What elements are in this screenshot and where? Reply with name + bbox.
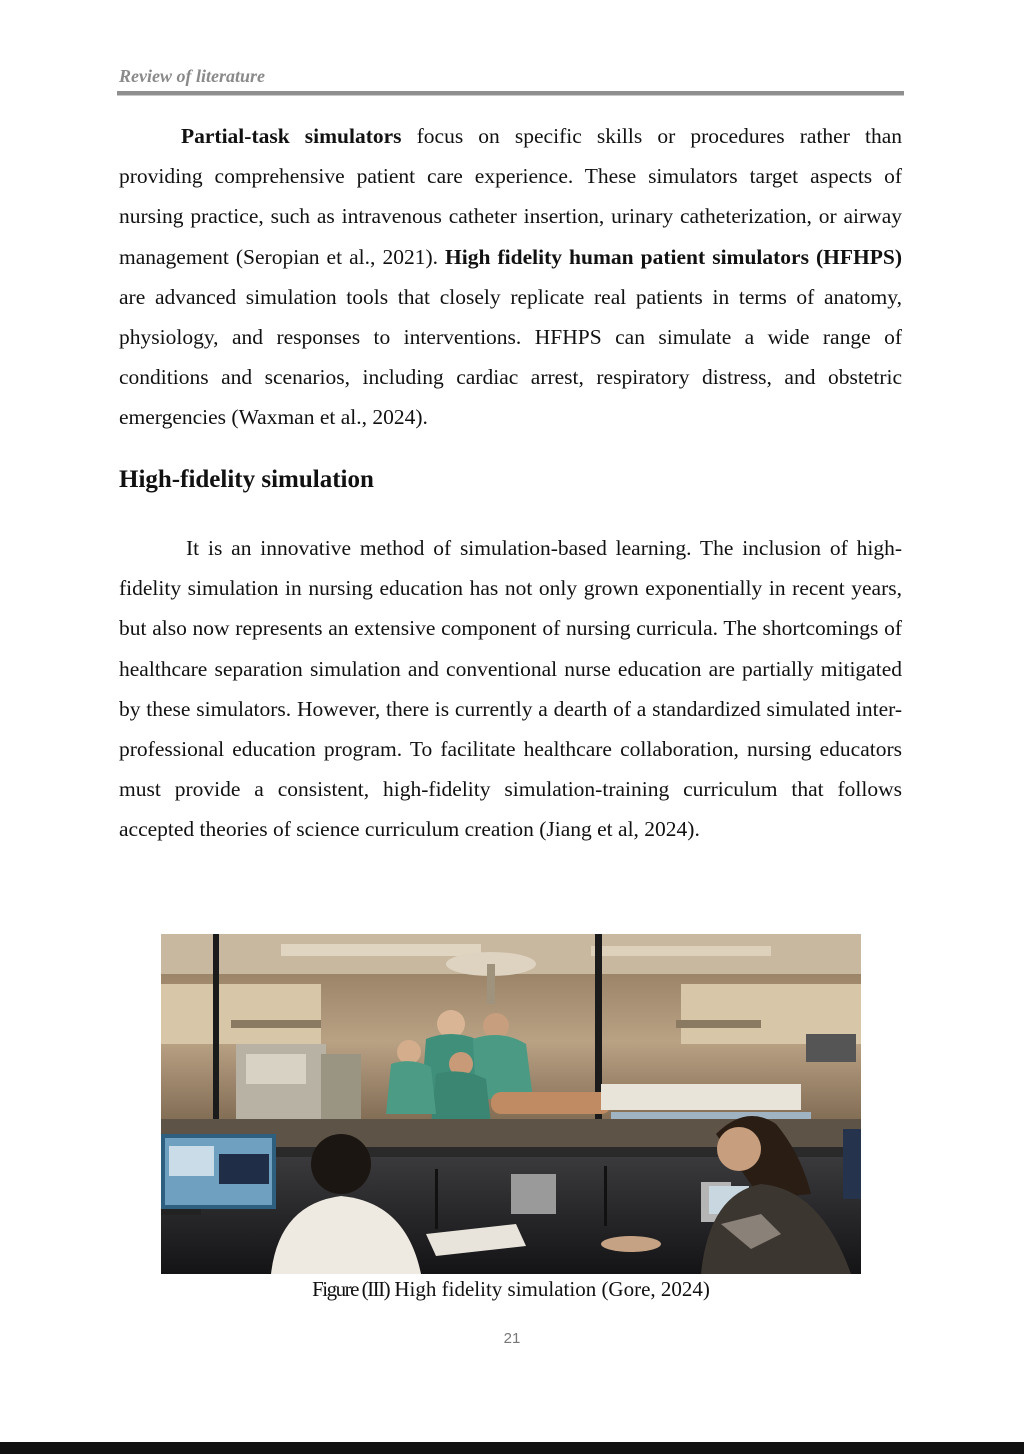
figure-simulation-photo — [161, 934, 861, 1274]
figure-caption — [161, 1274, 861, 1304]
page-number: 21 — [503, 1330, 521, 1347]
section-heading: High-fidelity simulation — [119, 466, 374, 493]
term-partial-task-simulators: Partial-task simulators — [181, 124, 402, 148]
paragraph-partial-task-simulators — [119, 116, 902, 438]
header-rule — [117, 91, 904, 96]
figure-caption-text: High fidelity simulation (Gore, 2024) — [389, 1277, 710, 1301]
figure-label: Figure (III) — [312, 1277, 390, 1301]
simulation-lab-photo — [161, 934, 861, 1274]
paragraph-high-fidelity-simulation: It is an innovative method of simulation-based learning. The inclusion of high-fidelity simulation in nursing education has not only grown exponentially in recent years, but also now represents an extensive component of nursing curricula. The shortcomings of healthcare separation simulation and conventional nurse education are partially mitigated by these simulators. However, there is currently a dearth of a standardized simulated inter-professional education program. To facilitate healthcare collaboration, nursing educators must provide a consistent, high-fidelity simulation-training curriculum that follows accepted theories of science curriculum creation (Jiang et al, 2024). — [119, 536, 902, 842]
paragraph1-text-2: are advanced simulation tools that closely replicate real patients in terms of anatomy, physiology, and responses to interventions. HFHPS can simulate a wide range of conditions and scenarios, including cardiac arrest, respiratory distress, and obstetric emergencies (Waxman et al., 2024). — [119, 284, 902, 430]
running-header: Review of literature — [119, 66, 265, 86]
paragraph1-text-1: focus on specific skills or procedures rather than providing comprehensive patient care experience. These simulators target aspects of nursing practice, such as intravenous catheter insertion, urinary catheterization, or airway management (Seropian et al., 2021). — [119, 124, 902, 269]
term-hfhps: High fidelity human patient simulators (HFHPS) — [445, 244, 903, 269]
bottom-edge-bar — [0, 1442, 1024, 1454]
